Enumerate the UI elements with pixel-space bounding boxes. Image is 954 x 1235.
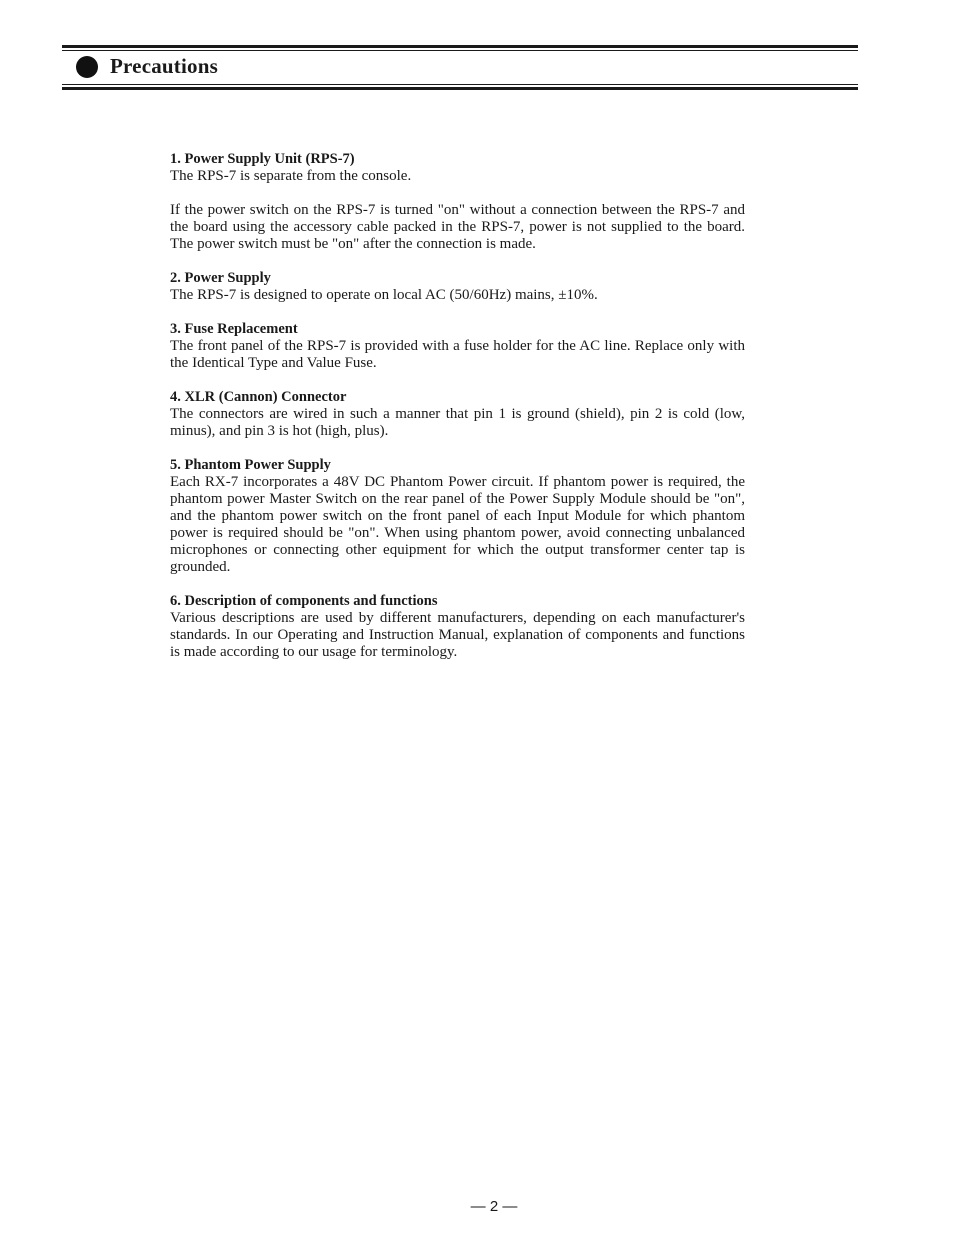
header-top-rule-thick	[62, 45, 858, 48]
section-xlr-connector	[170, 389, 745, 440]
section-paragraph: The RPS-7 is designed to operate on local AC (50/60Hz) mains, ±10%.	[170, 287, 598, 303]
section-power-supply-unit	[170, 151, 745, 253]
header-bottom-rule-thick	[62, 87, 858, 90]
section-phantom-power	[170, 457, 745, 576]
section-paragraph: Various descriptions are used by different manufacturers, depending on each manufacturer's standards. In our Operating and Instruction Manual, explanation of components and functions is made according to our usage for terminology.	[170, 610, 745, 660]
header-top-rule-thin	[62, 50, 858, 51]
section-heading: 4. XLR (Cannon) Connector	[170, 389, 347, 405]
section-paragraph: The RPS-7 is separate from the console.	[170, 168, 412, 184]
section-paragraph: The front panel of the RPS-7 is provided with a fuse holder for the AC line. Replace only with the Identical Type and Value Fuse.	[170, 338, 745, 371]
section-heading: 5. Phantom Power Supply	[170, 457, 331, 473]
section-heading: 6. Description of components and functions	[170, 593, 438, 609]
page-title: Precautions	[110, 54, 218, 78]
section-power-supply	[170, 270, 745, 304]
header-bottom-rule-thin	[62, 84, 858, 85]
precautions-content	[170, 151, 745, 678]
page-number: — 2 —	[470, 1198, 518, 1215]
section-fuse-replacement	[170, 321, 745, 372]
section-paragraph: The connectors are wired in such a manner that pin 1 is ground (shield), pin 2 is cold (low, minus), and pin 3 is hot (high, plus).	[170, 406, 745, 439]
section-heading: 2. Power Supply	[170, 270, 271, 286]
section-description-components	[170, 593, 745, 661]
section-heading: 1. Power Supply Unit (RPS-7)	[170, 151, 355, 167]
page-header	[76, 54, 218, 79]
bullet-icon	[76, 56, 98, 78]
section-paragraph: If the power switch on the RPS-7 is turned "on" without a connection between the RPS-7 and the board using the accessory cable packed in the RPS-7, power is not supplied to the board. The power switch must be "on" after the connection is made.	[170, 202, 745, 252]
section-paragraph: Each RX-7 incorporates a 48V DC Phantom Power circuit. If phantom power is required, the phantom power Master Switch on the rear panel of the Power Supply Module should be "on", and the phantom power switch on the front panel of each Input Module for which phantom power is required should be "on". When using phantom power, avoid connecting unbalanced microphones or connecting other equipment for which the output transformer center tap is grounded.	[170, 474, 745, 575]
section-heading: 3. Fuse Replacement	[170, 321, 298, 337]
